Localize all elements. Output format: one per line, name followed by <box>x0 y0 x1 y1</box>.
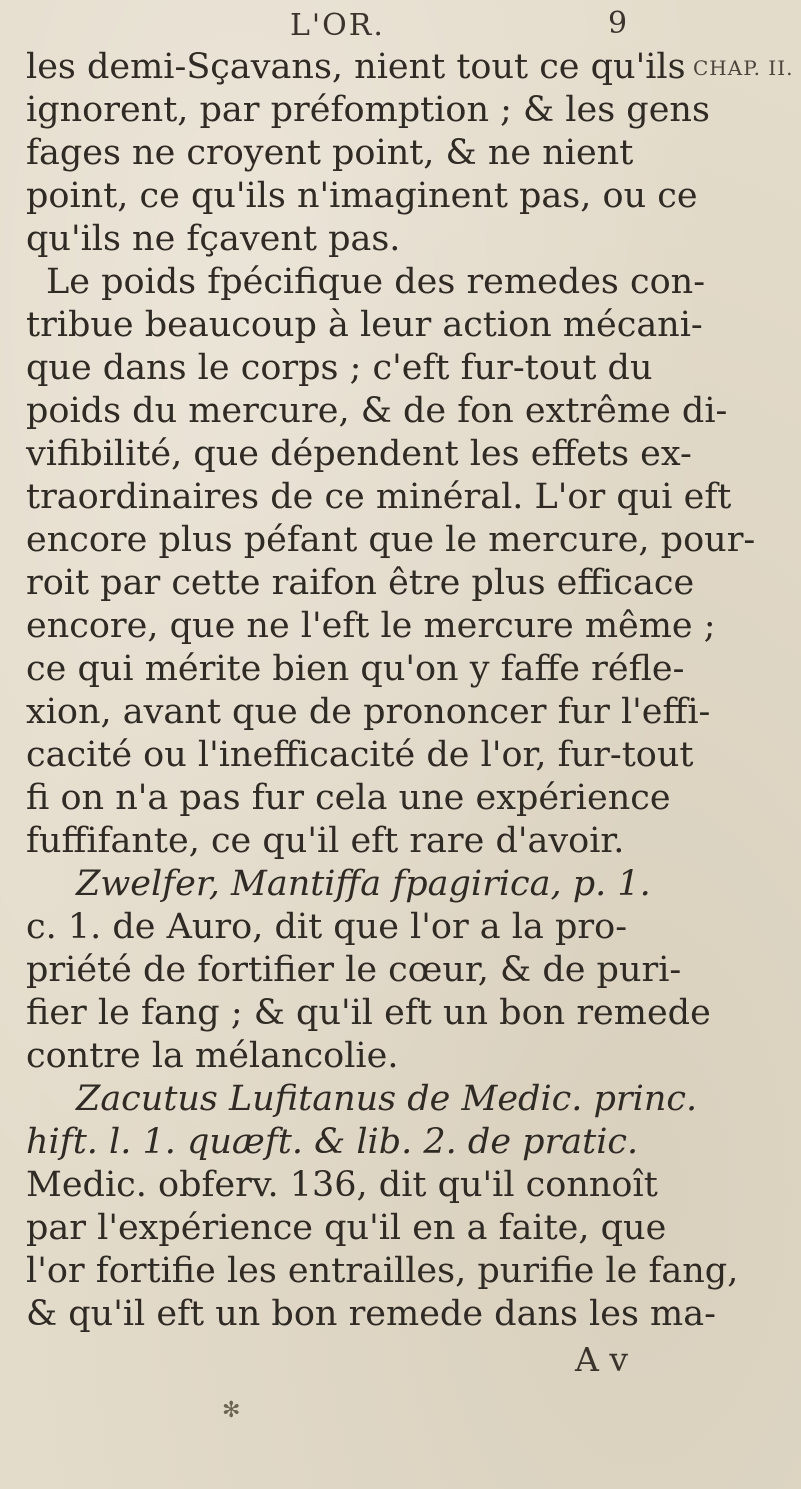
text-line: encore, que ne l'eft le mercure même ; <box>26 606 716 646</box>
citation-line: Zacutus Lufitanus de Medic. princ. <box>76 1079 698 1119</box>
text-line: fuffifante, ce qu'il eft rare d'avoir. <box>26 821 625 861</box>
text-line: xion, avant que de prononcer fur l'effi- <box>26 692 711 732</box>
paragraph-start-line: Le poids fpécifique des remedes con- <box>46 262 706 302</box>
text-line: poids du mercure, & de fon extrême di- <box>26 391 728 431</box>
text-line: roit par cette raifon être plus efficace <box>26 563 695 603</box>
text-line: encore plus péfant que le mercure, pour- <box>26 520 756 560</box>
text-line: & qu'il eft un bon remede dans les ma- <box>26 1294 716 1334</box>
text-line: point, ce qu'ils n'imaginent pas, ou ce <box>26 176 698 216</box>
text-line: Medic. obferv. 136, dit qu'il connoît <box>26 1165 658 1205</box>
text-line: fi on n'a pas fur cela une expérience <box>26 778 671 818</box>
text-line: par l'expérience qu'il en a faite, que <box>26 1208 667 1248</box>
text-line: que dans le corps ; c'eft fur-tout du <box>26 348 653 388</box>
text-line: l'or fortifie les entrailles, purifie le fang, <box>26 1251 739 1291</box>
text-line: fier le fang ; & qu'il eft un bon remede <box>26 993 711 1033</box>
text-line: traordinaires de ce minéral. L'or qui eft <box>26 477 732 517</box>
text-line: tribue beaucoup à leur action mécani- <box>26 305 703 345</box>
text-line: vifibilité, que dépendent les effets ex- <box>26 434 692 474</box>
text-line: qu'ils ne fçavent pas. <box>26 219 401 259</box>
text-line: ignorent, par préfomption ; & les gens <box>26 90 710 130</box>
text-line: cacité ou l'inefficacité de l'or, fur-tout <box>26 735 694 775</box>
signature-mark: A v <box>575 1340 628 1379</box>
text-line: les demi-Sçavans, nient tout ce qu'ils <box>26 47 686 87</box>
text-line: ce qui mérite bien qu'on y faffe réfle- <box>26 649 685 689</box>
chapter-marker: CHAP. II. <box>693 56 794 80</box>
text-line: fages ne croyent point, & ne nient <box>26 133 634 173</box>
citation-line: hift. l. 1. quæft. & lib. 2. de pratic. <box>26 1122 639 1162</box>
text-line: priété de fortifier le cœur, & de puri- <box>26 950 682 990</box>
citation-line: Zwelfer, Mantiffa fpagirica, p. 1. <box>76 864 651 904</box>
running-title: L'OR. <box>290 8 385 43</box>
text-line: contre la mélancolie. <box>26 1036 399 1076</box>
text-line: c. 1. de Auro, dit que l'or a la pro- <box>26 907 628 947</box>
ornament-icon: ✻ <box>222 1398 241 1423</box>
page-number: 9 <box>608 6 628 41</box>
